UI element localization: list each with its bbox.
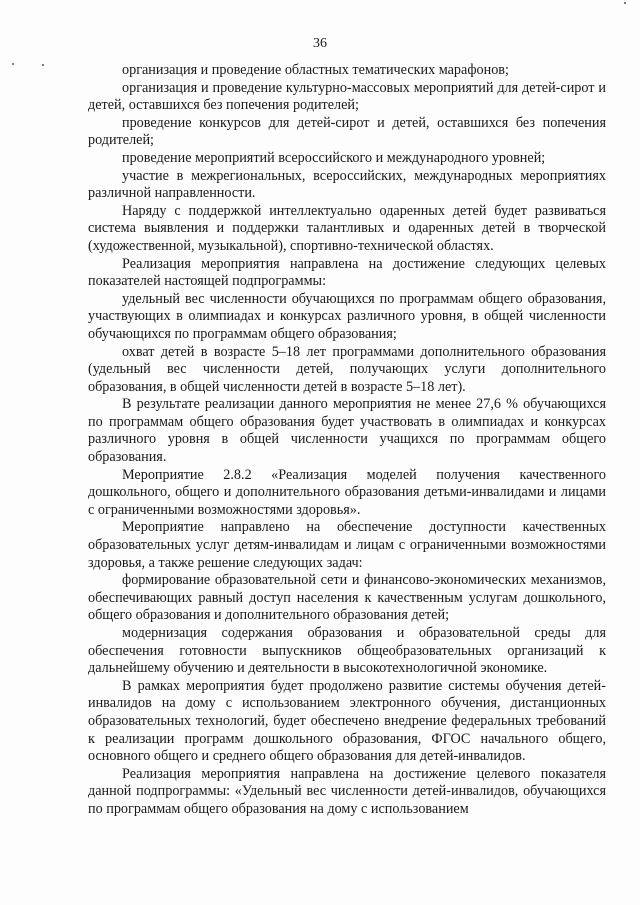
paragraph: Реализация мероприятия направлена на достижение целевого показателя данной подпрограммы: «Удельный вес численности детей-инвалидов, обучающихся по программам общего образования на дому с использованием [88,765,606,817]
paragraph: Мероприятие направлено на обеспечение доступности качественных образовательных услуг детям-инвалидам и лицам с ограниченными возможностями здоровья, а также решение следующих задач: [88,519,606,571]
paragraph: Мероприятие 2.8.2 «Реализация моделей получения качественного дошкольного, общего и дополнительного образования детьми-инвалидами и лицами с ограниченными возможностями здоровья». [88,466,606,518]
paragraph: Реализация мероприятия направлена на достижение следующих целевых показателей настоящей подпрограммы: [88,255,606,290]
scan-speck [42,64,44,66]
paragraph: Наряду с поддержкой интеллектуально одаренных детей будет развиваться система выявления и поддержки талантливых и одаренных детей в творческой (художественной, музыкальной), спортивно-технической областях. [88,202,606,254]
paragraph: проведение мероприятий всероссийского и международного уровней; [122,149,546,166]
paragraph: модернизация содержания образования и образовательной среды для обеспечения готовности выпускников общеобразовательных организаций к дальнейшему обучению и деятельности в высокотехнологичной экономике. [88,625,606,677]
paragraph: формирование образовательной сети и финансово-экономических механизмов, обеспечивающих равный доступ населения к качественным услугам дошкольного, общего образования и дополнительного образования детей; [88,572,606,624]
paragraph: организация и проведение культурно-массовых мероприятий для детей-сирот и детей, оставшихся без попечения родителей; [88,79,606,114]
paragraph: В рамках мероприятия будет продолжено развитие системы обучения детей-инвалидов на дому с использованием электронного обучения, дистанционных образовательных технологий, будет обеспечено внедрение федеральных требований к реализации программ дошкольного образования, ФГОС начального общего, основного общего и среднего общего образования для детей-инвалидов. [88,677,606,765]
scan-speck [624,2,626,4]
scan-speck [12,63,14,65]
paragraph: удельный вес численности обучающихся по программам общего образования, участвующих в олимпиадах и конкурсах различного уровня, в общей численности обучающихся по программам общего образования; [88,290,606,342]
page-number: 36 [313,36,327,51]
paragraph: проведение конкурсов для детей-сирот и детей, оставшихся без попечения родителей; [88,114,606,149]
paragraph: В результате реализации данного мероприятия не менее 27,6 % обучающихся по программам общего образования будет участвовать в олимпиадах и конкурсах различного уровня в общей численности учащихся по программам общего образования. [88,396,606,466]
paragraph: организация и проведение областных тематических марафонов; [122,62,509,78]
document-body [88,62,606,819]
paragraph: участие в межрегиональных, всероссийских, международных мероприятиях различной направленности. [88,167,606,202]
paragraph: охват детей в возрасте 5–18 лет программами дополнительного образования (удельный вес численности детей, получающих услуги дополнительного образования, в общей численности детей в возрасте 5–18 лет). [88,343,606,395]
